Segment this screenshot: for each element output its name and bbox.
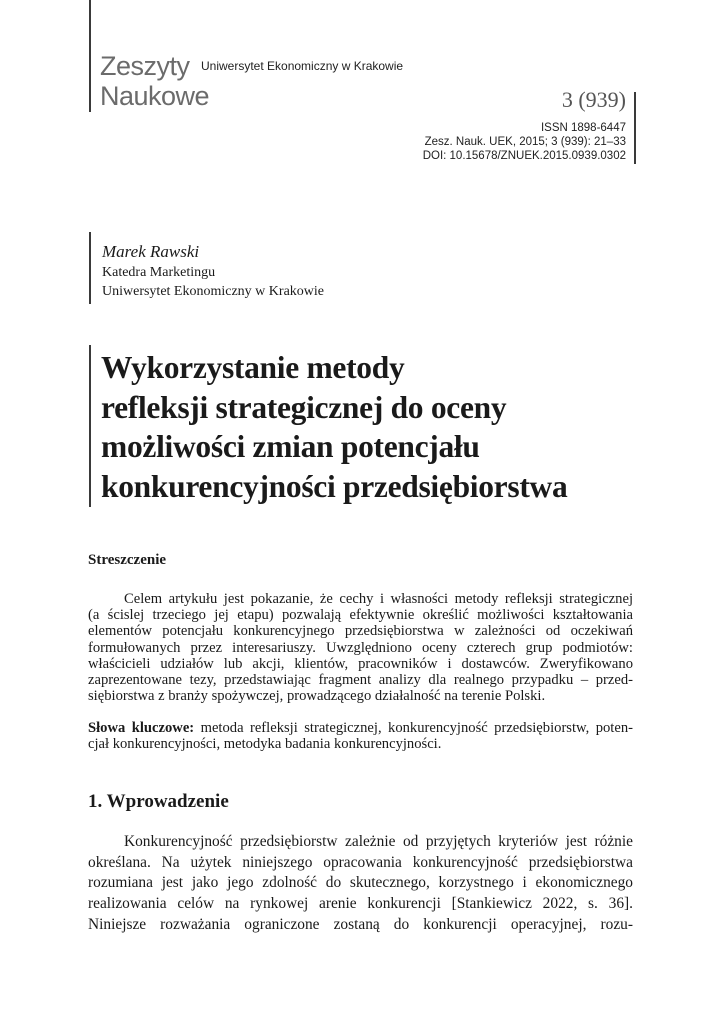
title-line: refleksji strategicznej do oceny — [101, 389, 507, 425]
abstract-line: formułowanych przez interesariuszy. Uwzględniono oceny czterech grup podmiotów: — [88, 639, 633, 656]
issue-vertical-rule — [634, 92, 636, 164]
keywords-label: Słowa kluczowe: — [88, 720, 195, 736]
body-line: określana. Na użytek niniejszego opracowania konkurencyjność przedsiębiorstwa — [88, 853, 633, 871]
author-institution: Uniwersytet Ekonomiczny w Krakowie — [102, 284, 324, 299]
journal-logo-line2: Naukowe — [100, 81, 210, 111]
issue-number: 3 (939) — [561, 87, 626, 112]
keywords-line — [88, 720, 633, 736]
university-name: Uniwersytet Ekonomiczny w Krakowie — [201, 59, 404, 73]
title-line: konkurencyjności przedsiębiorstwa — [101, 468, 568, 504]
publication-metadata — [423, 121, 626, 163]
body-text — [88, 832, 633, 935]
keywords-line: cjał konkurencyjności, metodyka badania konkurencyjności. — [88, 736, 442, 753]
author-block — [102, 241, 324, 301]
section-heading: 1. Wprowadzenie — [88, 791, 229, 812]
doi: DOI: 10.15678/ZNUEK.2015.0939.0302 — [422, 150, 626, 162]
body-line: realizowania celów na rynkowej arenie konkurencji [Stankiewicz 2022, s. 36]. — [88, 895, 633, 913]
title-line: możliwości zmian potencjału — [101, 429, 480, 464]
abstract-line: Celem artykułu jest pokazanie, że cechy i własności metody refleksji strategicznej — [124, 591, 633, 607]
abstract-line: właścicieli udziałów lub akcji, klientów, pracowników i dostawców. Zweryfikowano — [88, 655, 633, 672]
author-department: Katedra Marketingu — [102, 265, 216, 280]
top-vertical-rule — [89, 0, 91, 112]
abstract-text — [88, 591, 633, 704]
title-vertical-rule — [89, 345, 91, 507]
journal-logo — [100, 51, 209, 111]
body-line: Niniejsze rozważania ograniczone zostaną do konkurencji operacyjnej, rozu- — [88, 915, 633, 933]
body-line: rozumiana jest jako jego zdolność do skutecznego, korzystnego i ekonomicznego — [88, 874, 633, 892]
citation: Zesz. Nauk. UEK, 2015; 3 (939): 21–33 — [424, 136, 626, 148]
author-vertical-rule — [89, 232, 91, 304]
keywords — [88, 720, 633, 752]
journal-logo-line1: Zeszyty — [100, 51, 190, 81]
abstract-line: elementów potencjału konkurencyjnego przedsiębiorstwa w zależności od oczekiwań — [88, 623, 633, 640]
title-line: Wykorzystanie metody — [101, 350, 405, 385]
abstract-heading: Streszczenie — [88, 552, 167, 568]
body-line: Konkurencyjność przedsiębiorstw zależnie od przyjętych kryteriów jest różnie — [124, 833, 633, 850]
abstract-line: (a ścislej trzeciego jej etapu) pozwalają efektywnie określić możliwości kształtowania — [88, 607, 633, 624]
keywords-text: metoda refleksji strategicznej, konkurencyjność przedsiębiorstw, poten- — [194, 720, 633, 736]
abstract-line: zaprezentowane tezy, przedstawiając fragment analizy dla realnego przypadku – przed- — [88, 671, 633, 688]
author-name: Marek Rawski — [102, 242, 200, 261]
issn: ISSN 1898-6447 — [540, 122, 626, 134]
abstract-line: siębiorstwa z branży spożywczej, prowadzącego działalność na terenie Polski. — [88, 688, 546, 705]
article-title — [101, 348, 661, 506]
